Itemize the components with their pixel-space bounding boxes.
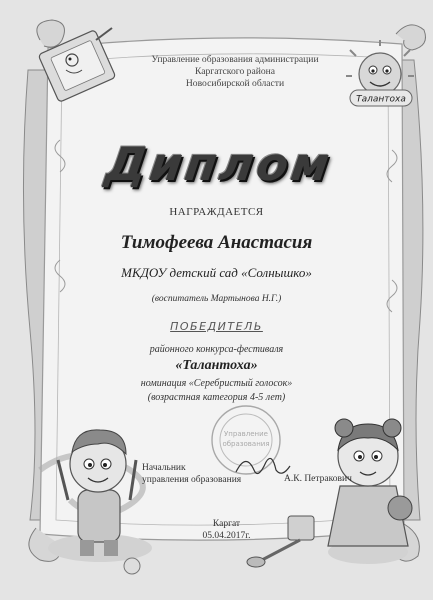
signatory-name: А.К. Петракович [284,474,352,484]
contest-name: «Талантоха» [175,358,258,373]
contest-line: районного конкурса-фестиваля [149,344,284,355]
nomination: номинация «Серебристый голосок» [140,378,293,389]
issuer-line-1: Управление образования администрации [151,54,319,65]
organization: МКДОУ детский сад «Солнышко» [121,265,312,280]
place-date [0,518,433,542]
svg-text:Управление: Управление [224,430,268,438]
place-date-value: 05.04.2017г. [202,531,251,541]
age-category: (возрастная категория 4-5 лет) [147,392,286,403]
talantokha-logo [350,90,412,106]
awards-label: НАГРАЖДАЕТСЯ [169,206,264,218]
issuer-line-3: Новосибирской области [185,78,285,89]
signatory-title-line-1: Начальник [142,463,186,473]
issuer-line-2: Каргатского района [194,66,276,77]
winner-label: ПОБЕДИТЕЛЬ [170,320,263,333]
issuer-header [120,54,350,90]
recipient-name: Тимофеева Анастасия [120,232,313,253]
logo-text: Талантоха [356,94,406,105]
svg-text:образования: образования [222,440,270,448]
diploma-title-wrap [88,136,350,194]
diploma-title: Диплом [102,137,336,191]
teacher-note: (воспитатель Мартынова Н.Г.) [151,294,282,304]
place-city: Каргат [212,519,241,529]
signatory-title-line-2: управления образования [142,475,242,485]
signatory-title [142,462,241,486]
